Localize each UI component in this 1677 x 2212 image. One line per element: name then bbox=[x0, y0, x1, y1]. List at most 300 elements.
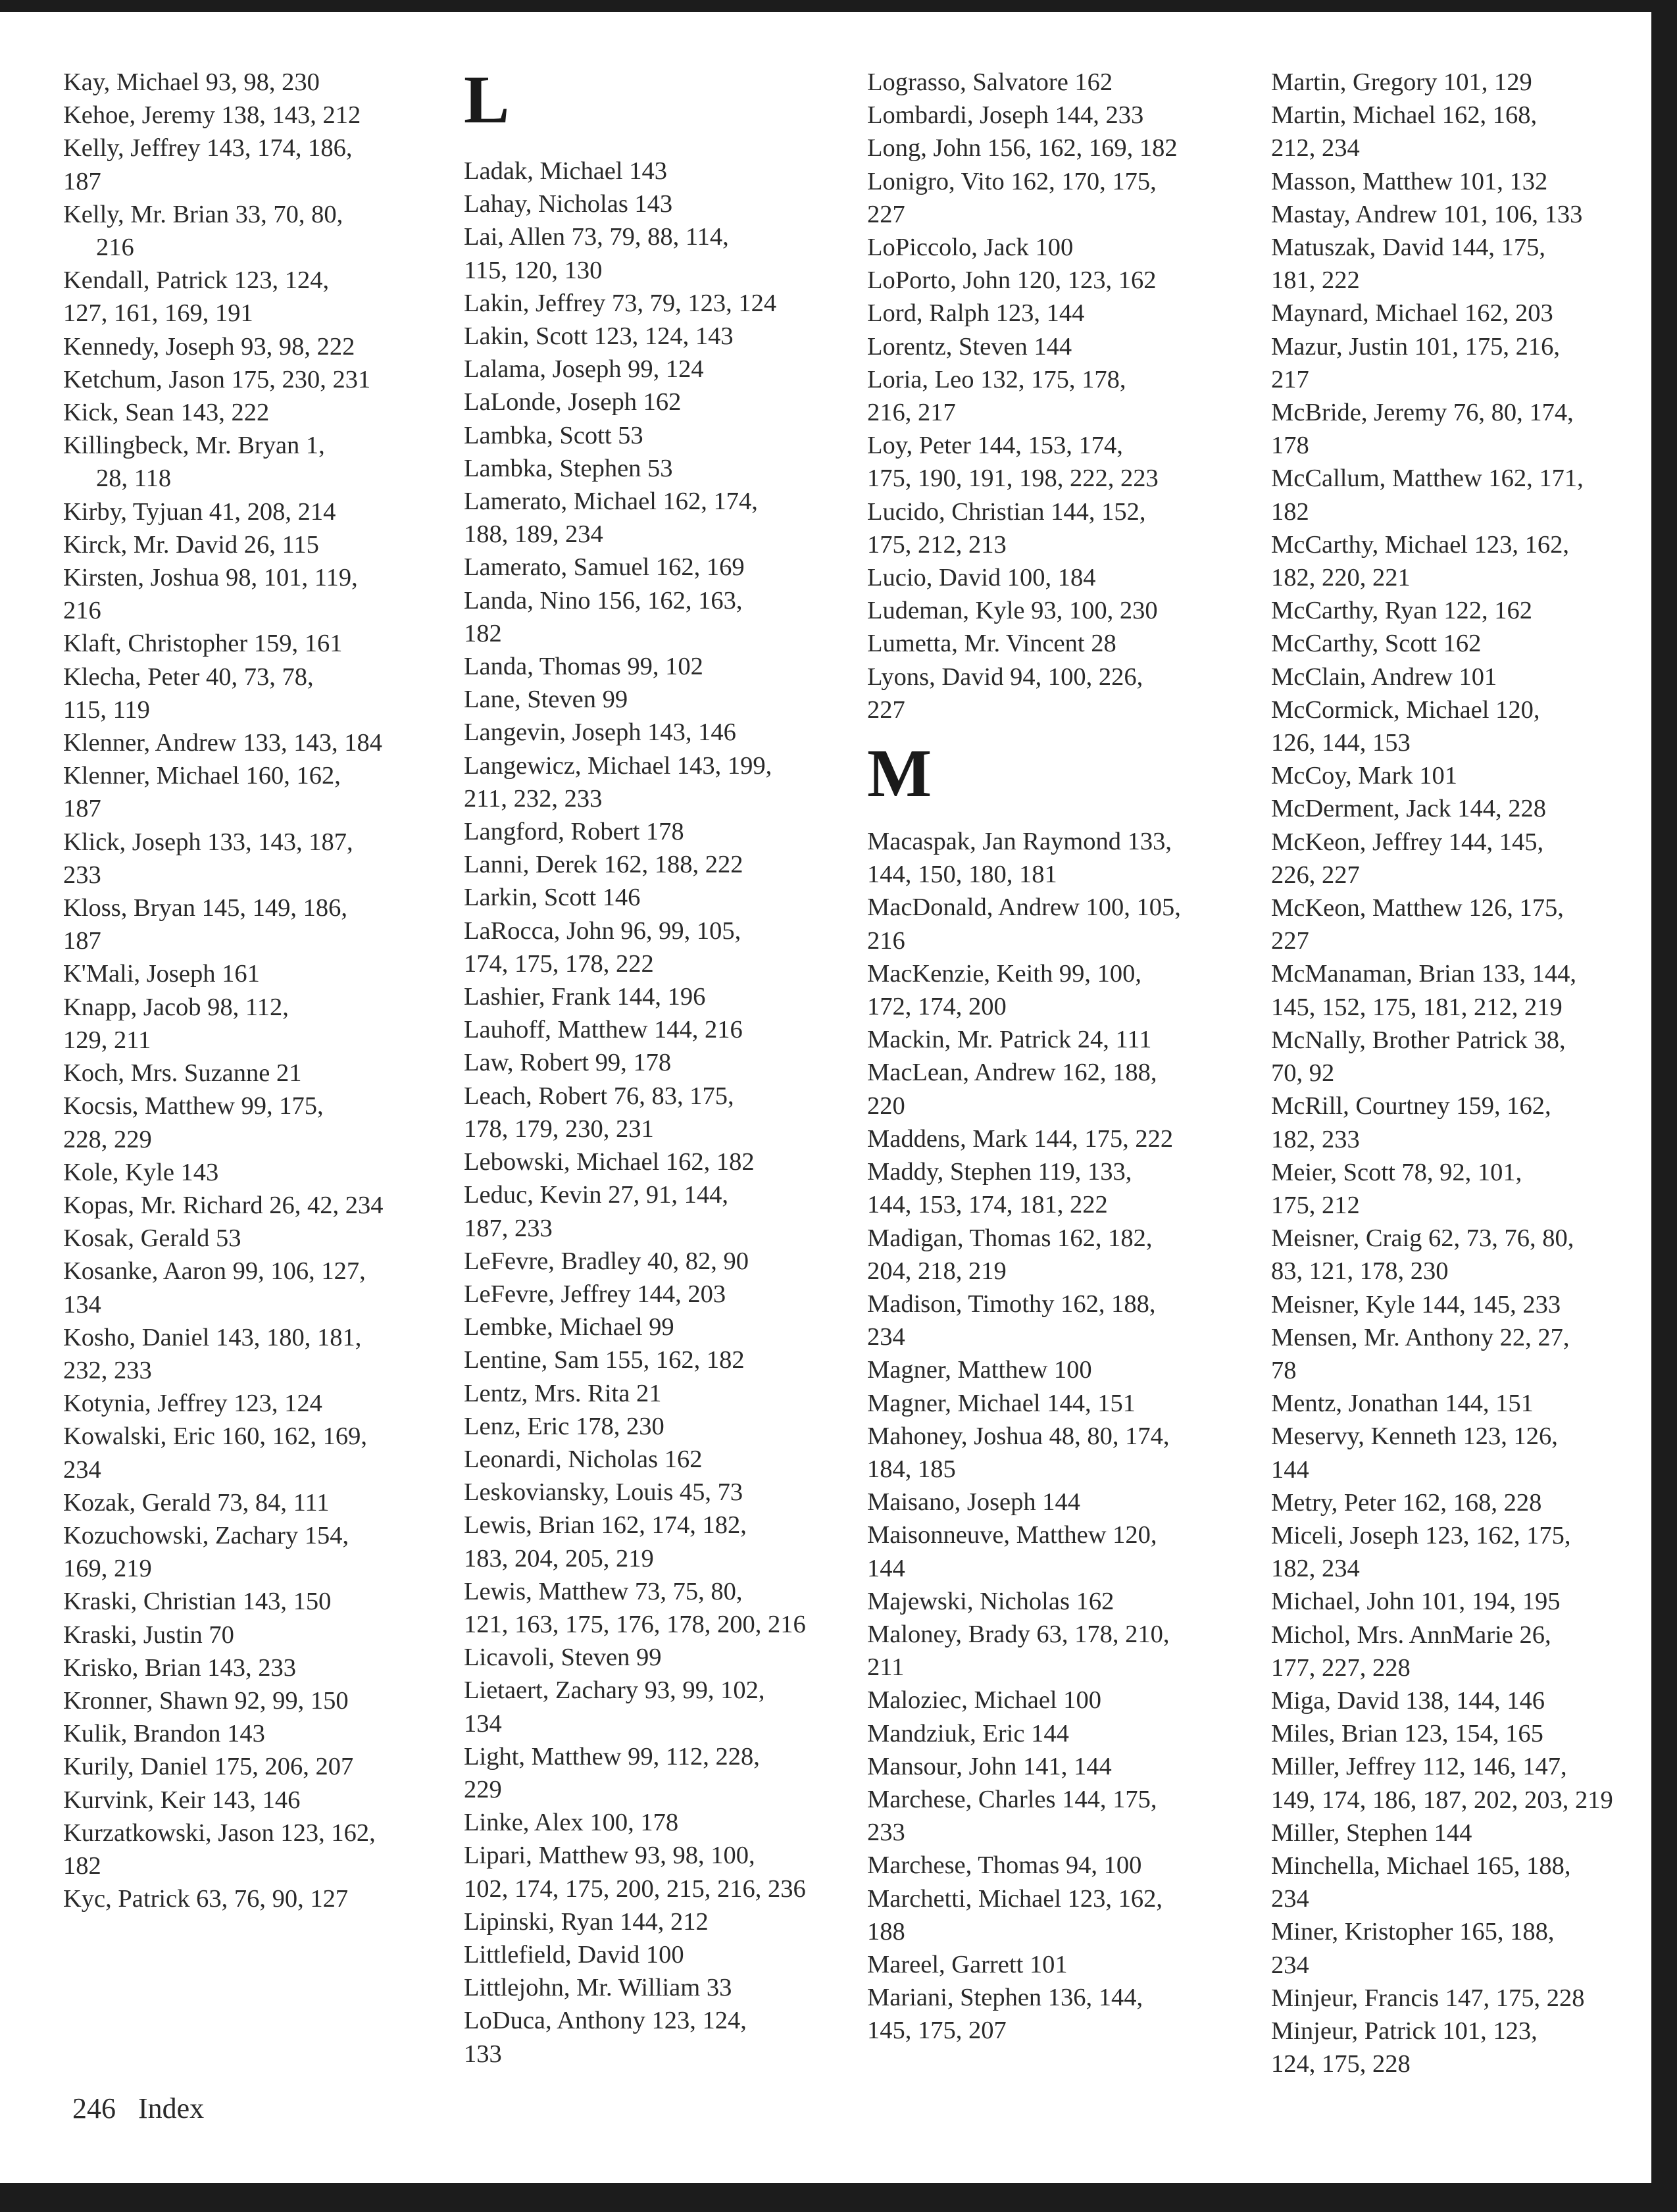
index-entry-continuation: 234 bbox=[867, 1323, 905, 1351]
index-entry bbox=[464, 650, 806, 683]
index-entry-line: Lentz, Mrs. Rita 21 bbox=[464, 1379, 662, 1407]
index-entry-line: Lai, Allen 73, 79, 88, 114, bbox=[464, 223, 729, 251]
index-entry bbox=[63, 1750, 384, 1783]
index-entry-continuation: 144 bbox=[1271, 1455, 1309, 1484]
index-entry bbox=[867, 825, 1181, 891]
index-entry-line: Lakin, Scott 123, 124, 143 bbox=[464, 322, 734, 351]
index-entry bbox=[867, 363, 1181, 429]
index-entry-line: Martin, Michael 162, 168, bbox=[1271, 101, 1538, 130]
index-entry bbox=[464, 1938, 806, 1971]
index-entry-line: Kendall, Patrick 123, 124, bbox=[63, 266, 330, 295]
index-entry-line: Marchetti, Michael 123, 162, bbox=[867, 1884, 1163, 1913]
index-entry-line: Kelly, Mr. Brian 33, 70, 80, bbox=[63, 200, 343, 228]
index-entry-line: Kosak, Gerald 53 bbox=[63, 1224, 241, 1253]
index-entry-line: Minjeur, Patrick 101, 123, bbox=[1271, 2017, 1538, 2045]
index-entry bbox=[1271, 1519, 1613, 1585]
index-entry-line: Mansour, John 141, 144 bbox=[867, 1752, 1112, 1780]
index-entry-line: Lamerato, Samuel 162, 169 bbox=[464, 553, 745, 582]
index-entry-line: Linke, Alex 100, 178 bbox=[464, 1809, 679, 1837]
index-entry-line: McDerment, Jack 144, 228 bbox=[1271, 795, 1547, 823]
index-entry bbox=[63, 396, 384, 429]
index-entry bbox=[1271, 1420, 1613, 1486]
index-entry-continuation: 217 bbox=[1271, 365, 1309, 393]
index-entry-continuation: 175, 212 bbox=[1271, 1191, 1360, 1219]
index-entry bbox=[867, 495, 1181, 561]
index-entry-line: Marchese, Thomas 94, 100 bbox=[867, 1851, 1142, 1880]
index-entry-line: Mackin, Mr. Patrick 24, 111 bbox=[867, 1026, 1152, 1054]
index-entry-continuation: 177, 227, 228 bbox=[1271, 1653, 1411, 1682]
index-entry bbox=[867, 1486, 1181, 1519]
index-entry bbox=[464, 1278, 806, 1311]
index-entry-line: McClain, Andrew 101 bbox=[1271, 663, 1497, 691]
index-entry-continuation: 181, 222 bbox=[1271, 266, 1360, 295]
index-entry-continuation: 28, 118 bbox=[96, 465, 172, 493]
section-letter-heading: M bbox=[867, 736, 932, 812]
index-entry-line: Knapp, Jacob 98, 112, bbox=[63, 993, 289, 1021]
index-entry-line: Kay, Michael 93, 98, 230 bbox=[63, 68, 320, 96]
index-entry bbox=[464, 815, 806, 848]
index-entry-continuation: 188, 189, 234 bbox=[464, 520, 603, 549]
index-entry-continuation: 175, 212, 213 bbox=[867, 530, 1007, 559]
index-entry-line: Lakin, Jeffrey 73, 79, 123, 124 bbox=[464, 289, 777, 317]
index-entry-line: Lambka, Scott 53 bbox=[464, 421, 643, 449]
index-entry-line: Kowalski, Eric 160, 162, 169, bbox=[63, 1422, 367, 1451]
index-entry-line: McManaman, Brian 133, 144, bbox=[1271, 960, 1577, 988]
index-entry-continuation: 102, 174, 175, 200, 215, 216, 236 bbox=[464, 1874, 806, 1903]
index-entry-line: Mastay, Andrew 101, 106, 133 bbox=[1271, 200, 1583, 228]
index-entry bbox=[1271, 297, 1613, 330]
index-entry bbox=[63, 495, 384, 528]
index-entry bbox=[1271, 1619, 1613, 1684]
index-entry-line: Lembke, Michael 99 bbox=[464, 1313, 674, 1342]
index-entry-continuation: 188 bbox=[867, 1917, 905, 1946]
index-entry bbox=[867, 66, 1181, 99]
index-entry bbox=[63, 661, 384, 726]
index-entry-line: Loria, Leo 132, 175, 178, bbox=[867, 365, 1126, 393]
index-entry bbox=[63, 759, 384, 825]
index-entry bbox=[867, 1122, 1181, 1155]
index-entry-line: MacDonald, Andrew 100, 105, bbox=[867, 893, 1181, 922]
index-entry bbox=[464, 1410, 806, 1443]
index-entry bbox=[867, 1750, 1181, 1783]
index-entry bbox=[867, 891, 1181, 957]
index-entry-line: Madison, Timothy 162, 188, bbox=[867, 1290, 1156, 1318]
index-entry-line: Lane, Steven 99 bbox=[464, 686, 628, 714]
index-entry bbox=[464, 1509, 806, 1574]
index-entry-line: Madigan, Thomas 162, 182, bbox=[867, 1224, 1153, 1252]
index-entry-line: Lucido, Christian 144, 152, bbox=[867, 497, 1146, 526]
index-entry bbox=[464, 1839, 806, 1905]
index-entry bbox=[464, 1145, 806, 1178]
index-entry-continuation: 211, 232, 233 bbox=[464, 784, 603, 813]
index-entry-line: Klecha, Peter 40, 73, 78, bbox=[63, 663, 314, 691]
index-entry-continuation: 211 bbox=[867, 1653, 905, 1682]
index-entry bbox=[1271, 759, 1613, 792]
index-entry-line: Kurvink, Keir 143, 146 bbox=[63, 1786, 301, 1814]
index-entry-line: Klenner, Michael 160, 162, bbox=[63, 762, 341, 790]
index-entry bbox=[1271, 2015, 1613, 2080]
index-entry-continuation: 183, 204, 205, 219 bbox=[464, 1544, 654, 1572]
index-entry-line: Kozak, Gerald 73, 84, 111 bbox=[63, 1488, 330, 1517]
index-entry-line: Klick, Joseph 133, 143, 187, bbox=[63, 828, 353, 856]
index-entry bbox=[1271, 1817, 1613, 1849]
index-entry bbox=[63, 1651, 384, 1684]
index-entry-continuation: 233 bbox=[867, 1819, 905, 1847]
index-entry-continuation: 187 bbox=[63, 167, 101, 195]
index-entry bbox=[1271, 1156, 1613, 1222]
index-entry bbox=[1271, 957, 1613, 1023]
index-entry bbox=[1271, 594, 1613, 627]
index-entry-continuation: 127, 161, 169, 191 bbox=[63, 299, 253, 328]
index-entry bbox=[63, 1255, 384, 1320]
index-entry-line: LaRocca, John 96, 99, 105, bbox=[464, 917, 741, 945]
index-entry bbox=[867, 165, 1181, 231]
index-entry-line: Lucio, David 100, 184 bbox=[867, 564, 1096, 592]
index-entry-continuation: 220 bbox=[867, 1092, 905, 1120]
index-entry bbox=[63, 363, 384, 396]
index-entry bbox=[867, 297, 1181, 330]
index-entry-line: Maloney, Brady 63, 178, 210, bbox=[867, 1620, 1170, 1648]
page-number: 246 bbox=[72, 2092, 116, 2124]
index-entry-line: Lentine, Sam 155, 162, 182 bbox=[464, 1346, 745, 1374]
index-entry bbox=[464, 287, 806, 320]
index-entry-continuation: 144, 153, 174, 181, 222 bbox=[867, 1191, 1108, 1219]
index-entry-line: Lashier, Frank 144, 196 bbox=[464, 983, 706, 1011]
page-footer bbox=[72, 2092, 226, 2125]
index-entry-continuation: 144, 150, 180, 181 bbox=[867, 861, 1057, 889]
index-entry bbox=[1271, 1090, 1613, 1155]
index-entry-line: Littlefield, David 100 bbox=[464, 1940, 684, 1969]
index-entry-line: Kronner, Shawn 92, 99, 150 bbox=[63, 1686, 349, 1715]
index-entry-line: McBride, Jeremy 76, 80, 174, bbox=[1271, 399, 1574, 427]
index-entry bbox=[867, 1618, 1181, 1684]
index-entry-continuation: 187 bbox=[63, 927, 101, 955]
index-entry bbox=[1271, 661, 1613, 693]
index-entry bbox=[63, 330, 384, 363]
index-entry-line: MacLean, Andrew 162, 188, bbox=[867, 1059, 1157, 1087]
index-entry bbox=[63, 198, 384, 264]
index-entry-line: Kirck, Mr. David 26, 115 bbox=[63, 530, 319, 559]
index-entry bbox=[464, 1905, 806, 1938]
index-entry bbox=[464, 155, 806, 188]
index-entry-continuation: 126, 144, 153 bbox=[1271, 729, 1411, 757]
index-entry-continuation: 182, 220, 221 bbox=[1271, 564, 1411, 592]
index-entry bbox=[63, 1519, 384, 1585]
index-entry bbox=[63, 1717, 384, 1750]
section-letter-heading: L bbox=[464, 62, 510, 138]
index-entry bbox=[867, 132, 1181, 164]
index-column-1 bbox=[63, 66, 384, 1915]
index-entry bbox=[464, 1245, 806, 1278]
index-entry-line: LoDuca, Anthony 123, 124, bbox=[464, 2007, 747, 2035]
index-entry bbox=[63, 892, 384, 957]
index-entry bbox=[867, 231, 1181, 264]
index-entry bbox=[1271, 693, 1613, 759]
index-entry bbox=[63, 1684, 384, 1717]
index-entry-continuation: 182 bbox=[1271, 497, 1309, 526]
index-entry-line: Kick, Sean 143, 222 bbox=[63, 399, 270, 427]
index-entry bbox=[1271, 1024, 1613, 1090]
index-entry-line: Mandziuk, Eric 144 bbox=[867, 1719, 1069, 1747]
index-entry bbox=[1271, 66, 1613, 99]
index-entry-line: Kocsis, Matthew 99, 175, bbox=[63, 1092, 324, 1120]
index-entry bbox=[1271, 198, 1613, 231]
index-entry bbox=[1271, 231, 1613, 297]
index-entry bbox=[1271, 462, 1613, 528]
index-entry bbox=[464, 220, 806, 286]
index-entry-line: McCormick, Michael 120, bbox=[1271, 695, 1540, 724]
index-entry-line: Lipari, Matthew 93, 98, 100, bbox=[464, 1842, 755, 1870]
index-entry-line: K'Mali, Joseph 161 bbox=[63, 960, 260, 988]
index-entry bbox=[464, 1080, 806, 1145]
index-entry-continuation: 134 bbox=[63, 1290, 101, 1319]
index-entry-line: Mazur, Justin 101, 175, 216, bbox=[1271, 332, 1561, 361]
index-entry bbox=[867, 1222, 1181, 1288]
index-entry bbox=[464, 485, 806, 551]
index-entry-line: Kotynia, Jeffrey 123, 124 bbox=[63, 1390, 322, 1418]
index-entry-line: Leonardi, Nicholas 162 bbox=[464, 1445, 703, 1473]
index-entry bbox=[867, 1684, 1181, 1717]
index-entry-line: Kopas, Mr. Richard 26, 42, 234 bbox=[63, 1191, 384, 1219]
index-entry-line: Kurzatkowski, Jason 123, 162, bbox=[63, 1819, 376, 1847]
index-entry-continuation: 133 bbox=[464, 2040, 502, 2068]
index-entry bbox=[464, 881, 806, 914]
index-entry-line: Martin, Gregory 101, 129 bbox=[1271, 68, 1532, 96]
index-entry-line: Mahoney, Joshua 48, 80, 174, bbox=[867, 1422, 1170, 1450]
index-entry bbox=[867, 1353, 1181, 1386]
index-entry-line: Krisko, Brian 143, 233 bbox=[63, 1653, 296, 1682]
index-entry bbox=[464, 1178, 806, 1244]
index-entry bbox=[1271, 1684, 1613, 1717]
index-entry bbox=[63, 1189, 384, 1222]
index-entry-continuation: 227 bbox=[867, 200, 905, 228]
index-entry-line: Magner, Michael 144, 151 bbox=[867, 1389, 1136, 1417]
index-entry bbox=[867, 627, 1181, 660]
index-entry bbox=[867, 1155, 1181, 1221]
index-entry-continuation: 184, 185 bbox=[867, 1455, 956, 1483]
index-entry bbox=[867, 330, 1181, 363]
index-entry-line: Meisner, Craig 62, 73, 76, 80, bbox=[1271, 1224, 1574, 1253]
index-entry bbox=[63, 66, 384, 99]
index-entry bbox=[63, 1420, 384, 1486]
index-entry-line: Kraski, Justin 70 bbox=[63, 1621, 234, 1649]
index-entry-line: Miller, Jeffrey 112, 146, 147, bbox=[1271, 1753, 1567, 1781]
index-entry-continuation: 226, 227 bbox=[1271, 861, 1360, 889]
index-entry bbox=[464, 915, 806, 980]
index-entry bbox=[63, 1619, 384, 1651]
index-entry-line: Koch, Mrs. Suzanne 21 bbox=[63, 1059, 302, 1088]
index-entry-continuation: 134 bbox=[464, 1709, 502, 1738]
index-entry-continuation: 78 bbox=[1271, 1356, 1297, 1384]
index-entry-continuation: 145, 175, 207 bbox=[867, 2017, 1007, 2045]
index-entry-line: Kelly, Jeffrey 143, 174, 186, bbox=[63, 134, 353, 163]
index-entry-line: Lyons, David 94, 100, 226, bbox=[867, 663, 1143, 691]
index-entry-line: Langewicz, Michael 143, 199, bbox=[464, 751, 772, 780]
index-entry bbox=[1271, 1486, 1613, 1519]
index-entry bbox=[63, 1585, 384, 1618]
index-entry-continuation: 175, 190, 191, 198, 222, 223 bbox=[867, 465, 1159, 493]
index-entry-line: Masson, Matthew 101, 132 bbox=[1271, 167, 1548, 195]
index-entry-continuation: 216, 217 bbox=[867, 399, 956, 427]
index-entry-continuation: 182, 234 bbox=[1271, 1555, 1360, 1583]
index-entry-line: Kozuchowski, Zachary 154, bbox=[63, 1521, 349, 1549]
index-entry bbox=[867, 594, 1181, 627]
index-entry-continuation: 187 bbox=[63, 795, 101, 823]
index-entry-line: Maisonneuve, Matthew 120, bbox=[867, 1521, 1157, 1549]
index-entry-line: McKeon, Matthew 126, 175, bbox=[1271, 894, 1564, 922]
index-entry-line: Light, Matthew 99, 112, 228, bbox=[464, 1742, 760, 1771]
index-entry-line: Minjeur, Francis 147, 175, 228 bbox=[1271, 1984, 1585, 2012]
index-entry bbox=[464, 1377, 806, 1410]
index-entry bbox=[1271, 892, 1613, 957]
index-entry bbox=[63, 429, 384, 495]
index-entry-continuation: 70, 92 bbox=[1271, 1059, 1335, 1088]
index-entry-line: Kosanke, Aaron 99, 106, 127, bbox=[63, 1257, 366, 1286]
index-entry-continuation: 115, 119 bbox=[63, 695, 150, 724]
index-entry-continuation: 144 bbox=[867, 1554, 905, 1582]
index-entry-line: Majewski, Nicholas 162 bbox=[867, 1587, 1114, 1615]
index-entry bbox=[464, 749, 806, 815]
index-entry-line: Marchese, Charles 144, 175, bbox=[867, 1785, 1157, 1813]
index-entry-line: Kirby, Tyjuan 41, 208, 214 bbox=[63, 497, 336, 526]
index-entry bbox=[464, 452, 806, 485]
index-entry bbox=[464, 1013, 806, 1046]
index-entry-line: Matuszak, David 144, 175, bbox=[1271, 234, 1546, 262]
index-entry-line: McCallum, Matthew 162, 171, bbox=[1271, 465, 1584, 493]
index-entry-line: Meisner, Kyle 144, 145, 233 bbox=[1271, 1290, 1561, 1319]
index-entry bbox=[867, 1023, 1181, 1056]
index-entry bbox=[464, 584, 806, 650]
index-entry bbox=[1271, 1288, 1613, 1321]
index-entry-line: Licavoli, Steven 99 bbox=[464, 1644, 662, 1672]
index-entry-continuation: 172, 174, 200 bbox=[867, 993, 1007, 1021]
index-entry bbox=[63, 1321, 384, 1387]
index-entry bbox=[1271, 1717, 1613, 1750]
index-entry bbox=[867, 1849, 1181, 1882]
index-entry-continuation: 129, 211 bbox=[63, 1026, 151, 1054]
index-entry-line: Lord, Ralph 123, 144 bbox=[867, 299, 1085, 328]
index-entry bbox=[464, 1806, 806, 1839]
index-entry-line: Maddens, Mark 144, 175, 222 bbox=[867, 1124, 1174, 1153]
index-entry-line: Kehoe, Jeremy 138, 143, 212 bbox=[63, 101, 361, 130]
index-entry bbox=[867, 1882, 1181, 1948]
index-entry bbox=[1271, 99, 1613, 164]
index-entry-continuation: 227 bbox=[867, 695, 905, 724]
index-entry-line: Kloss, Bryan 145, 149, 186, bbox=[63, 894, 348, 922]
index-column-2 bbox=[464, 62, 806, 2071]
index-entry bbox=[1271, 165, 1613, 198]
index-entry-continuation: 232, 233 bbox=[63, 1356, 152, 1384]
index-entry bbox=[63, 1156, 384, 1189]
index-entry-line: McNally, Brother Patrick 38, bbox=[1271, 1026, 1566, 1054]
index-entry-line: McCarthy, Michael 123, 162, bbox=[1271, 530, 1569, 559]
index-entry-line: Long, John 156, 162, 169, 182 bbox=[867, 134, 1178, 163]
index-entry-continuation: 83, 121, 178, 230 bbox=[1271, 1257, 1449, 1286]
index-entry-line: Lahay, Nicholas 143 bbox=[464, 190, 673, 218]
index-entry-line: Magner, Matthew 100 bbox=[867, 1356, 1092, 1384]
index-entry-line: Macaspak, Jan Raymond 133, bbox=[867, 828, 1172, 856]
index-entry bbox=[867, 1717, 1181, 1750]
index-entry bbox=[867, 1948, 1181, 1981]
index-entry-line: Miles, Brian 123, 154, 165 bbox=[1271, 1720, 1543, 1748]
index-entry bbox=[1271, 1321, 1613, 1387]
index-entry-line: Lipinski, Ryan 144, 212 bbox=[464, 1907, 709, 1936]
index-entry-line: Lombardi, Joseph 144, 233 bbox=[867, 101, 1144, 130]
index-entry bbox=[867, 1783, 1181, 1849]
index-entry-continuation: 182 bbox=[63, 1851, 101, 1880]
index-entry-continuation: 234 bbox=[1271, 1951, 1309, 1979]
index-entry-continuation: 178, 179, 230, 231 bbox=[464, 1115, 654, 1143]
index-entry bbox=[63, 1882, 384, 1915]
index-entry bbox=[464, 386, 806, 418]
index-column-3 bbox=[867, 66, 1181, 2048]
index-entry-line: Mariani, Stephen 136, 144, bbox=[867, 1984, 1143, 2012]
index-entry-line: Landa, Nino 156, 162, 163, bbox=[464, 586, 743, 615]
index-entry-line: Maddy, Stephen 119, 133, bbox=[867, 1158, 1132, 1186]
index-entry-line: LoPiccolo, Jack 100 bbox=[867, 234, 1074, 262]
section-title: Index bbox=[138, 2092, 205, 2124]
index-entry-continuation: 216 bbox=[96, 234, 134, 262]
index-entry-line: Michol, Mrs. AnnMarie 26, bbox=[1271, 1621, 1551, 1649]
index-entry bbox=[63, 561, 384, 627]
index-entry-line: Kulik, Brandon 143 bbox=[63, 1720, 265, 1748]
index-entry-line: MacKenzie, Keith 99, 100, bbox=[867, 959, 1141, 988]
index-entry-line: Kyc, Patrick 63, 76, 90, 127 bbox=[63, 1885, 349, 1913]
index-entry-line: Lauhoff, Matthew 144, 216 bbox=[464, 1016, 743, 1044]
index-entry-line: Lorentz, Steven 144 bbox=[867, 332, 1072, 361]
index-entry bbox=[1271, 792, 1613, 825]
index-entry-continuation: 174, 175, 178, 222 bbox=[464, 949, 654, 978]
index-entry-line: LeFevre, Bradley 40, 82, 90 bbox=[464, 1247, 749, 1275]
index-entry-line: Leduc, Kevin 27, 91, 144, bbox=[464, 1181, 729, 1209]
index-entry-line: Littlejohn, Mr. William 33 bbox=[464, 1974, 732, 2002]
index-entry-continuation: 178 bbox=[1271, 432, 1309, 460]
index-entry bbox=[464, 1476, 806, 1509]
index-entry-line: Maisano, Joseph 144 bbox=[867, 1488, 1081, 1517]
index-entry bbox=[1271, 330, 1613, 396]
index-entry-line: Ladak, Michael 143 bbox=[464, 157, 667, 185]
index-entry-line: Larkin, Scott 146 bbox=[464, 884, 641, 912]
index-entry-line: Lumetta, Mr. Vincent 28 bbox=[867, 630, 1116, 658]
index-entry-continuation: 229 bbox=[464, 1775, 502, 1803]
index-entry-line: Leskoviansky, Louis 45, 73 bbox=[464, 1478, 743, 1507]
index-entry bbox=[63, 957, 384, 990]
index-entry bbox=[867, 1056, 1181, 1122]
index-entry-continuation: 234 bbox=[1271, 1885, 1309, 1913]
index-entry bbox=[464, 683, 806, 716]
index-entry-continuation: 216 bbox=[63, 597, 101, 625]
index-entry-line: Kosho, Daniel 143, 180, 181, bbox=[63, 1323, 362, 1351]
index-entry-continuation: 115, 120, 130 bbox=[464, 256, 603, 284]
index-entry-line: Mensen, Mr. Anthony 22, 27, bbox=[1271, 1323, 1570, 1351]
index-entry bbox=[867, 661, 1181, 726]
index-entry-line: Lenz, Eric 178, 230 bbox=[464, 1412, 664, 1440]
index-entry-continuation: 124, 175, 228 bbox=[1271, 2050, 1411, 2078]
index-entry-line: Leach, Robert 76, 83, 175, bbox=[464, 1082, 734, 1110]
index-entry-line: Lambka, Stephen 53 bbox=[464, 454, 673, 482]
index-entry bbox=[63, 1222, 384, 1255]
index-entry-line: LoPorto, John 120, 123, 162 bbox=[867, 266, 1157, 295]
index-entry-line: McCoy, Mark 101 bbox=[1271, 762, 1458, 790]
index-entry bbox=[63, 826, 384, 892]
index-entry bbox=[867, 1288, 1181, 1353]
index-entry bbox=[1271, 627, 1613, 660]
index-entry-line: Lebowski, Michael 162, 182 bbox=[464, 1148, 755, 1176]
index-entry-line: Metry, Peter 162, 168, 228 bbox=[1271, 1488, 1542, 1517]
index-entry-line: Klenner, Andrew 133, 143, 184 bbox=[63, 729, 382, 757]
index-page bbox=[0, 12, 1651, 2183]
index-entry bbox=[464, 551, 806, 584]
